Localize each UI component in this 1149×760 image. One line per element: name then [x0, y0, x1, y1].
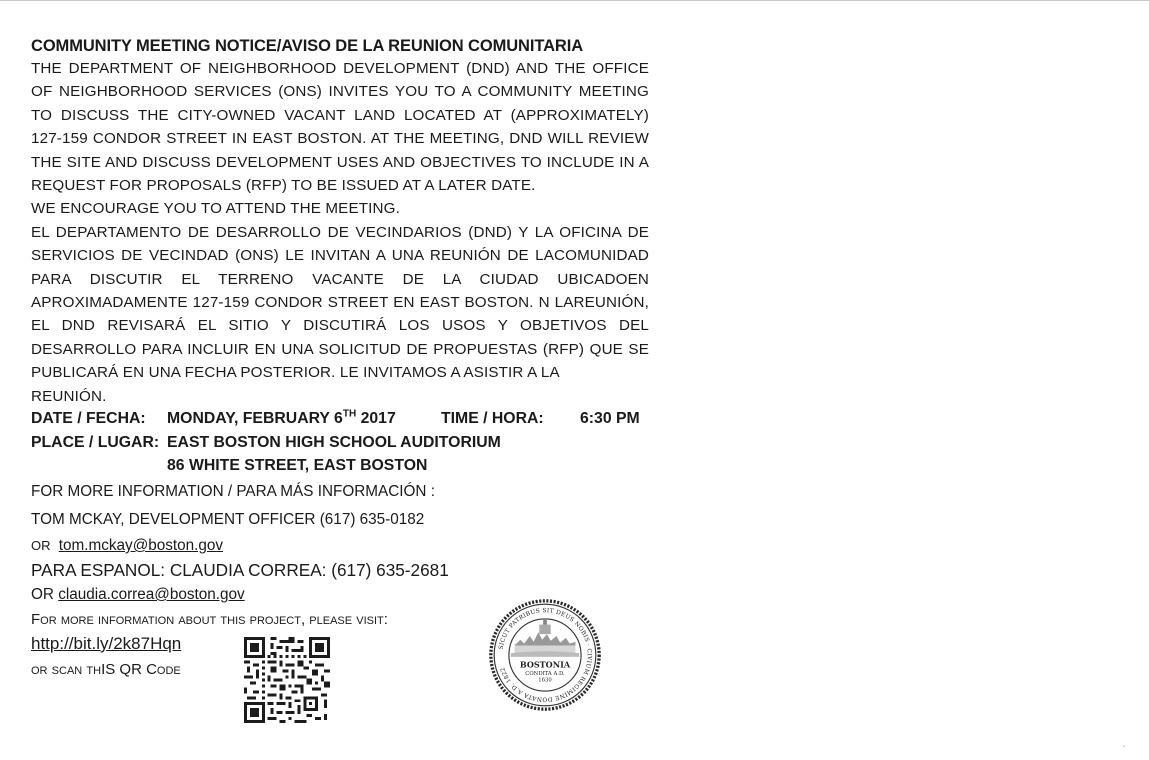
email-link-2[interactable]: claudia.correa@boston.gov [58, 586, 245, 603]
place-address: 86 WHITE STREET, EAST BOSTON [167, 457, 428, 474]
email-link-1[interactable]: tom.mckay@boston.gov [58, 537, 224, 554]
officer-contact: TOM MCKAY, DEVELOPMENT OFFICER (617) 635-0182 [31, 511, 425, 528]
scan-qr-caption-c: Code [141, 661, 181, 678]
place-venue: EAST BOSTON HIGH SCHOOL AUDITORIUM [167, 434, 501, 451]
scan-qr-caption-b: IS QR [101, 661, 142, 678]
more-info-heading: FOR MORE INFORMATION / PARA MÁS INFORMACIÓN : [31, 483, 435, 500]
date-ordinal: TH [342, 408, 357, 420]
city-seal [488, 598, 602, 712]
date-day: MONDAY, FEBRUARY 6 [167, 410, 343, 427]
english-paragraph-text: THE DEPARTMENT OF NEIGHBORHOOD DEVELOPMENT (DND) AND THE OFFICE OF NEIGHBORHOOD SERVICES (ONS) INVITES YOU TO A COMMUNITY MEETING TO DISCUSS THE CITY-OWNED VACANT LAND LOCATED AT (APPROXIMATELY) 127-159 CONDOR STREET IN EAST BOSTON. AT THE MEETING, DND WILL REVIEW THE SITE AND DISCUSS DEVELOPMENT USES AND OBJECTIVES TO INCLUDE IN A REQUEST FOR PROPOSALS (RFP) TO BE ISSUED AT A LATER DATE. [31, 60, 649, 195]
time-label: TIME / HORA: [441, 410, 544, 427]
email-line-2 [31, 586, 245, 604]
notice-body [31, 36, 649, 408]
english-paragraph [31, 57, 649, 221]
spanish-paragraph [31, 221, 649, 408]
english-paragraph-closing: WE ENCOURAGE YOU TO ATTEND THE MEETING. [31, 200, 400, 218]
notice-title: COMMUNITY MEETING NOTICE/AVISO DE LA REUNION COMUNITARIA [31, 37, 584, 55]
time-value: 6:30 PM [580, 410, 640, 427]
seal-founded-year: 1630 [538, 677, 552, 684]
or-label-1: OR [31, 538, 51, 553]
project-url-link[interactable]: http://bit.ly/2k87Hqn [31, 634, 182, 653]
or-label-2: OR [31, 586, 54, 603]
seal-founded-label: CONDITA A.D. [525, 670, 565, 677]
date-label: DATE / FECHA: [31, 410, 146, 427]
seal-motto: SICUT PATRIBUS SIT DEUS NOBIS · CIVIUM REGIMINE DONATA A.D. 1822 [498, 608, 592, 702]
date-value [167, 410, 396, 428]
scan-qr-caption-a: or scan th [31, 661, 102, 678]
spanish-paragraph-text: EL DEPARTAMENTO DE DESARROLLO DE VECINDARIOS (DND) Y LA OFICINA DE SERVICIOS DE VECINDAD (ONS) LE INVITAN A UNA REUNIÓN DE LACOMUNIDAD PARA DISCUTIR EL TERRENO VACANTE DE LA CIUDAD UBICADOEN APROXIMADAMENTE 127-159 CONDOR STREET EN EAST BOSTON. N LAREUNIÓN, EL DND REVISARÁ EL SITIO Y DISCUTIRÁ LOS USOS Y OBJETIVOS DEL DESARROLLO PARA INCLUIR EN UNA SOLICITUD DE PROPUESTAS (RFP) QUE SE PUBLICARÁ EN UNA FECHA POSTERIOR. LE INVITAMOS A ASISTIR A LA [31, 223, 649, 382]
seal-city-name: BOSTONIA [519, 659, 571, 670]
place-label: PLACE / LUGAR: [31, 434, 160, 451]
project-info-line: For more information about this project, please visit: [31, 611, 388, 628]
spanish-contact: PARA ESPANOL: CLAUDIA CORREA: (617) 635-2681 [31, 560, 449, 580]
page-top-border [0, 0, 1149, 1]
date-year: 2017 [356, 410, 396, 427]
qr-code[interactable] [242, 637, 332, 723]
scan-speck [1123, 745, 1125, 747]
scan-qr-caption [31, 661, 181, 678]
email-line-1 [31, 537, 223, 555]
spanish-paragraph-closing: REUNIÓN. [31, 387, 107, 405]
